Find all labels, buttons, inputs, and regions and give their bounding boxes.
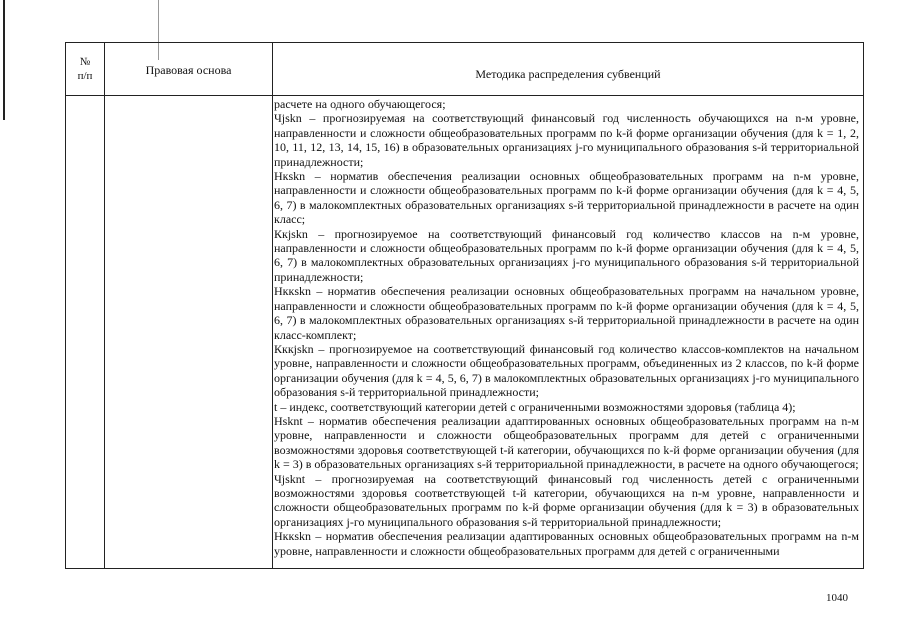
header-number-symbol: № xyxy=(79,56,91,68)
paragraph: Нsknt – норматив обеспечения реализации адаптированных основных общеобразовательных программ на n-м уровне, направленности и сложности общеобразовательных программ для детей с ограниченными возможностями здоровья соответствующей t-й категории, обучающихся по k-й форме организации обучения (для k = 3) в образовательных организациях s-й территориальной принадлежности, в расчете на одного обучающегося; xyxy=(274,413,859,472)
paragraph: t – индекс, соответствующий категории детей с ограниченными возможностями здоровья (таблица 4); xyxy=(274,399,796,414)
header-number-abbr: п/п xyxy=(77,70,93,82)
header-methodology: Методика распределения субвенций xyxy=(475,67,661,81)
paragraph: расчете на одного обучающегося; xyxy=(274,97,446,111)
distribution-table xyxy=(65,42,864,569)
scan-edge-line xyxy=(3,0,5,120)
header-number-cell xyxy=(66,55,104,83)
paragraph: Нккskn – норматив обеспечения реализации основных общеобразовательных программ на начальном уровне, направленности и сложности общеобразовательных программ по k-й форме организации обучения (для k = 4, 5, 6, 7) в малокомплектных образовательных организациях s-й территориальной принадлежности в расчете на один класс-комплект; xyxy=(274,284,859,342)
paragraph: Чjskn – прогнозируемая на соответствующий финансовый год численность обучающихся на n-м уровне, направленности и сложности общеобразовательных программ по k-й форме организации обучения (для k = 1, 2, 10, 11, 12, 13, 14, 15, 16) в образовательных организациях j-го муниципального образования s-й территориальной принадлежности; xyxy=(274,111,859,169)
table-header xyxy=(66,43,863,96)
column-divider-1 xyxy=(104,43,105,568)
header-legal-basis: Правовая основа xyxy=(145,63,232,77)
paragraph: Кккjskn – прогнозируемое на соответствующий финансовый год количество классов-комплектов на начальном уровне, направленности и сложности общеобразовательных программ, объединенных из 2 классов, по k-й форме организации обучения (для k = 4, 5, 6, 7) в малокомплектных образовательных организациях j-го муниципального образования s-й территориальной принадлежности; xyxy=(274,341,859,400)
paragraph: Ккjskn – прогнозируемое на соответствующий финансовый год количество классов на n-м уровне, направленности и сложности общеобразовательных программ по k-й форме организации обучения (для k = 4, 5, 6, 7) в малокомплектных образовательных организациях j-го муниципального образования s-й территориальной принадлежности; xyxy=(274,226,859,284)
paragraph: Нкskn – норматив обеспечения реализации основных общеобразовательных программ на n-м уровне, направленности и сложности общеобразовательных программ по k-й форме организации обучения (для k = 4, 5, 6, 7) в малокомплектных образовательных организациях s-й территориальной принадлежности в расчете на один класс; xyxy=(274,169,859,227)
column-divider-2 xyxy=(272,43,273,568)
page-number: 1040 xyxy=(826,592,848,604)
paragraph: Нккskn – норматив обеспечения реализации адаптированных основных общеобразовательных программ на n-м уровне, направленности и сложности общеобразовательных программ для детей с ограниченными xyxy=(274,529,859,558)
paragraph: Чjsknt – прогнозируемая на соответствующий финансовый год численность детей с ограниченными возможностями здоровья соответствующей t-й категории, обучающихся на n-м уровне, направленности и сложности общеобразовательных программ по k-й форме организации обучения (для k = 3) в образовательных организациях j-го муниципального образования s-й территориальной принадлежности; xyxy=(274,471,859,529)
methodology-cell xyxy=(274,97,859,558)
